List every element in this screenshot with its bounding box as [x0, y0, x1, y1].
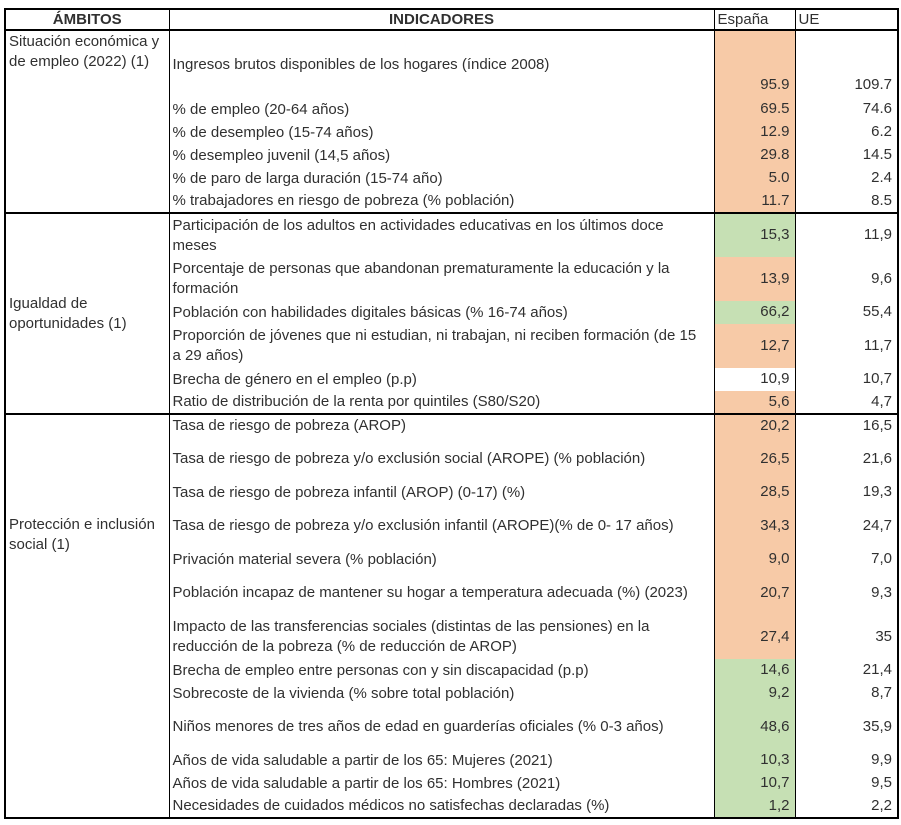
indicator-label: Privación material severa (% población): [169, 548, 714, 571]
indicator-label: Brecha de género en el empleo (p.p): [169, 368, 714, 391]
indicator-label: Ratio de distribución de la renta por quintiles (S80/S20): [169, 391, 714, 414]
indicator-label: % desempleo juvenil (14,5 años): [169, 144, 714, 167]
espana-value: 13,9: [714, 257, 795, 301]
indicator-label: Población con habilidades digitales básicas (% 16-74 años): [169, 301, 714, 324]
indicator-label: % de desempleo (15-74 años): [169, 121, 714, 144]
espana-value: 66,2: [714, 301, 795, 324]
espana-value: 14,6: [714, 659, 795, 682]
ue-value: 4,7: [795, 391, 898, 414]
ambito-situacion-economica: Situación económica y de empleo (2022) (1): [5, 30, 169, 213]
indicator-label: % de paro de larga duración (15-74 año): [169, 167, 714, 190]
espana-value: 95.9: [714, 30, 795, 98]
espana-value: 29.8: [714, 144, 795, 167]
espana-value: 27,4: [714, 615, 795, 659]
table-row: [5, 414, 898, 437]
header-row: [5, 9, 898, 30]
espana-value: 12.9: [714, 121, 795, 144]
ue-value: 9,3: [795, 571, 898, 615]
ue-value: 19,3: [795, 481, 898, 504]
ue-value: 6.2: [795, 121, 898, 144]
espana-value: 48,6: [714, 705, 795, 749]
ue-value: 14.5: [795, 144, 898, 167]
column-header-espana: España: [714, 9, 795, 30]
espana-value: 5.0: [714, 167, 795, 190]
ue-value: 8.5: [795, 190, 898, 213]
column-header-ambitos: ÁMBITOS: [5, 9, 169, 30]
indicator-label: Población incapaz de mantener su hogar a temperatura adecuada (%) (2023): [169, 571, 714, 615]
espana-value: 20,7: [714, 571, 795, 615]
column-header-indicadores: INDICADORES: [169, 9, 714, 30]
espana-value: 10,7: [714, 772, 795, 795]
indicator-label: Sobrecoste de la vivienda (% sobre total población): [169, 682, 714, 705]
indicator-label: Proporción de jóvenes que ni estudian, ni trabajan, ni reciben formación (de 15 a 29 años): [169, 324, 714, 368]
indicator-label: Tasa de riesgo de pobreza (AROP): [169, 414, 714, 437]
espana-value: 9,2: [714, 682, 795, 705]
espana-value: 10,9: [714, 368, 795, 391]
ue-value: 9,5: [795, 772, 898, 795]
ue-value: 21,4: [795, 659, 898, 682]
espana-value: 34,3: [714, 504, 795, 548]
indicator-label: Porcentaje de personas que abandonan prematuramente la educación y la formación: [169, 257, 714, 301]
espana-value: 9,0: [714, 548, 795, 571]
ambito-igualdad-oportunidades: Igualdad de oportunidades (1): [5, 213, 169, 414]
indicator-label: Niños menores de tres años de edad en guarderías oficiales (% 0-3 años): [169, 705, 714, 749]
indicator-label: Impacto de las transferencias sociales (distintas de las pensiones) en la reducción de la pobreza (% de reducción de AROP): [169, 615, 714, 659]
indicator-label: Tasa de riesgo de pobreza y/o exclusión infantil (AROPE)(% de 0- 17 años): [169, 504, 714, 548]
espana-value: 1,2: [714, 795, 795, 818]
ue-value: 8,7: [795, 682, 898, 705]
indicator-label: % de empleo (20-64 años): [169, 98, 714, 121]
ue-value: 35: [795, 615, 898, 659]
espana-value: 15,3: [714, 213, 795, 257]
ambito-proteccion-inclusion: Protección e inclusión social (1): [5, 414, 169, 818]
ue-value: 109.7: [795, 30, 898, 98]
indicator-label: Ingresos brutos disponibles de los hogares (índice 2008): [169, 30, 714, 98]
ue-value: 55,4: [795, 301, 898, 324]
indicator-label: Años de vida saludable a partir de los 65: Hombres (2021): [169, 772, 714, 795]
indicators-table: [4, 8, 899, 819]
indicator-label: Necesidades de cuidados médicos no satisfechas declaradas (%): [169, 795, 714, 818]
ue-value: 2,2: [795, 795, 898, 818]
indicator-label: % trabajadores en riesgo de pobreza (% población): [169, 190, 714, 213]
ue-value: 9,9: [795, 749, 898, 772]
ue-value: 35,9: [795, 705, 898, 749]
indicator-label: Tasa de riesgo de pobreza infantil (AROP) (0-17) (%): [169, 481, 714, 504]
espana-value: 5,6: [714, 391, 795, 414]
column-header-ue: UE: [795, 9, 898, 30]
indicator-label: Años de vida saludable a partir de los 65: Mujeres (2021): [169, 749, 714, 772]
table-row: [5, 30, 898, 98]
ue-value: 2.4: [795, 167, 898, 190]
ue-value: 7,0: [795, 548, 898, 571]
espana-value: 69.5: [714, 98, 795, 121]
ue-value: 21,6: [795, 437, 898, 481]
espana-value: 12,7: [714, 324, 795, 368]
indicator-label: Brecha de empleo entre personas con y sin discapacidad (p.p): [169, 659, 714, 682]
espana-value: 10,3: [714, 749, 795, 772]
espana-value: 11.7: [714, 190, 795, 213]
ue-value: 24,7: [795, 504, 898, 548]
espana-value: 26,5: [714, 437, 795, 481]
espana-value: 20,2: [714, 414, 795, 437]
ue-value: 11,7: [795, 324, 898, 368]
ue-value: 16,5: [795, 414, 898, 437]
ue-value: 9,6: [795, 257, 898, 301]
ue-value: 10,7: [795, 368, 898, 391]
indicator-label: Tasa de riesgo de pobreza y/o exclusión social (AROPE) (% población): [169, 437, 714, 481]
table-row: [5, 213, 898, 257]
indicator-label: Participación de los adultos en actividades educativas en los últimos doce meses: [169, 213, 714, 257]
ue-value: 74.6: [795, 98, 898, 121]
ue-value: 11,9: [795, 213, 898, 257]
espana-value: 28,5: [714, 481, 795, 504]
